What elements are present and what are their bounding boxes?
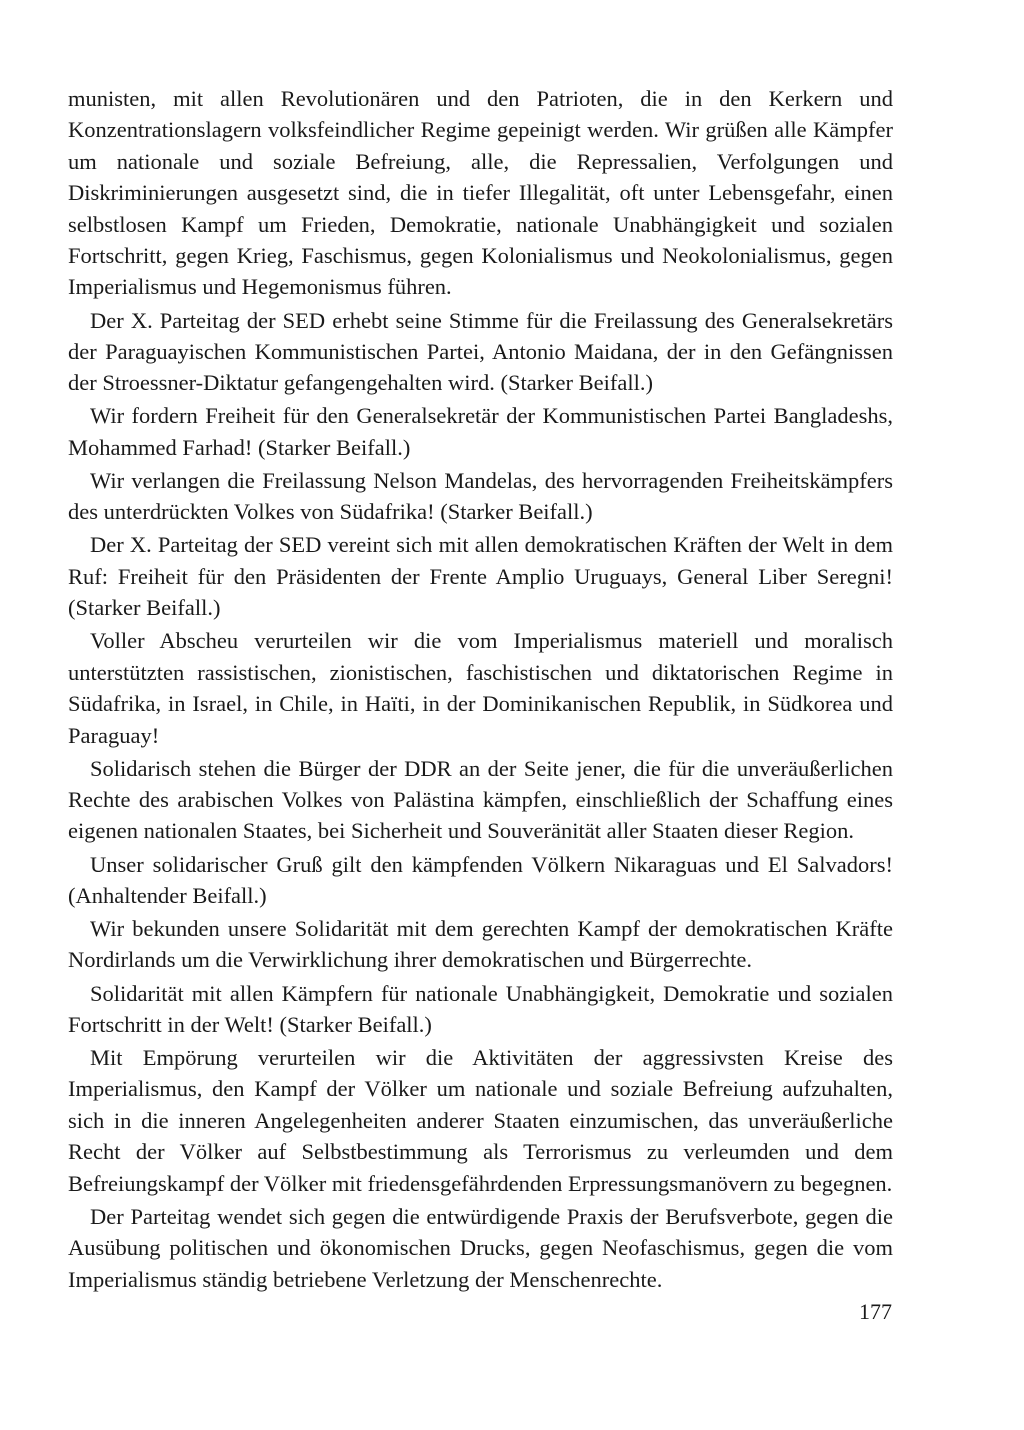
paragraph: Solidarität mit allen Kämpfern für nationale Unabhängigkeit, Demokratie und sozialen Fortschritt in der Welt! (Starker Beifall.) [68, 980, 893, 1037]
paragraph: Solidarisch stehen die Bürger der DDR an der Seite jener, die für die unveräußerlichen Rechte des arabischen Volkes von Palästina kämpfen, einschließlich der Schaffung eines eigenen nationalen Staates, bei Sicherheit und Souveränität aller Staaten dieser Region. [68, 755, 893, 844]
paragraph: Der Parteitag wendet sich gegen die entwürdigende Praxis der Berufsverbote, gegen die Ausübung politischen und ökonomischen Drucks, gegen Neofaschismus, gegen die vom Imperialismus ständig betriebene Verletzung der Menschenrechte. [68, 1203, 893, 1292]
body-text [68, 83, 893, 1297]
paragraph: Mit Empörung verurteilen wir die Aktivitäten der aggressivsten Kreise des Imperialismus, den Kampf der Völker um nationale und soziale Befreiung aufzuhalten, sich in die inneren Angelegenheiten anderer Staaten einzumischen, das unveräußerliche Recht der Völker auf Selbstbestimmung als Terrorismus zu verleumden und dem Befreiungskampf der Völker mit friedensgefährdenden Erpressungsmanövern zu begegnen. [68, 1045, 893, 1196]
paragraph: Voller Abscheu verurteilen wir die vom Imperialismus materiell und moralisch unterstützten rassistischen, zionistischen, faschistischen und diktatorischen Regime in Südafrika, in Israel, in Chile, in Haïti, in der Dominikanischen Republik, in Südkorea und Paraguay! [68, 628, 893, 748]
page-number: 177 [859, 1299, 892, 1324]
paragraph: Wir verlangen die Freilassung Nelson Mandelas, des hervorragenden Freiheitskämpfers des unterdrückten Volkes von Südafrika! (Starker Beifall.) [68, 467, 893, 525]
paragraph: Wir fordern Freiheit für den Generalsekretär der Kommunistischen Partei Bangladeshs, Mohammed Farhad! (Starker Beifall.) [68, 403, 893, 460]
paragraph: Der X. Parteitag der SED vereint sich mit allen demokratischen Kräften der Welt in dem Ruf: Freiheit für den Präsidenten der Frente Amplio Uruguays, General Liber Seregni! (Starker Beifall.) [68, 532, 893, 621]
paragraph: munisten, mit allen Revolutionären und den Patrioten, die in den Kerkern und Konzentrationslagern volksfeindlicher Regime gepeinigt werden. Wir grüßen alle Kämpfer um nationale und soziale Befreiung, alle, die Repressalien, Verfolgungen und Diskriminierungen ausgesetzt sind, die in tiefer Illegalität, oft unter Lebensgefahr, einen selbstlosen Kampf um Frieden, Demokratie, nationale Unabhängigkeit und sozialen Fortschritt, gegen Krieg, Faschismus, gegen Kolonialismus und Neokolonialismus, gegen Imperialismus und Hegemonismus führen. [68, 86, 893, 300]
paragraph: Der X. Parteitag der SED erhebt seine Stimme für die Freilassung des Generalsekretärs der Paraguayischen Kommunistischen Partei, Antonio Maidana, der in den Gefängnissen der Stroessner-Diktatur gefangengehalten wird. (Starker Beifall.) [68, 307, 893, 396]
paragraph: Unser solidarischer Gruß gilt den kämpfenden Völkern Nikaraguas und El Salvadors! (Anhaltender Beifall.) [68, 851, 893, 908]
paragraph: Wir bekunden unsere Solidarität mit dem gerechten Kampf der demokratischen Kräfte Nordirlands um die Verwirklichung ihrer demokratischen und Bürgerrechte. [68, 916, 893, 973]
